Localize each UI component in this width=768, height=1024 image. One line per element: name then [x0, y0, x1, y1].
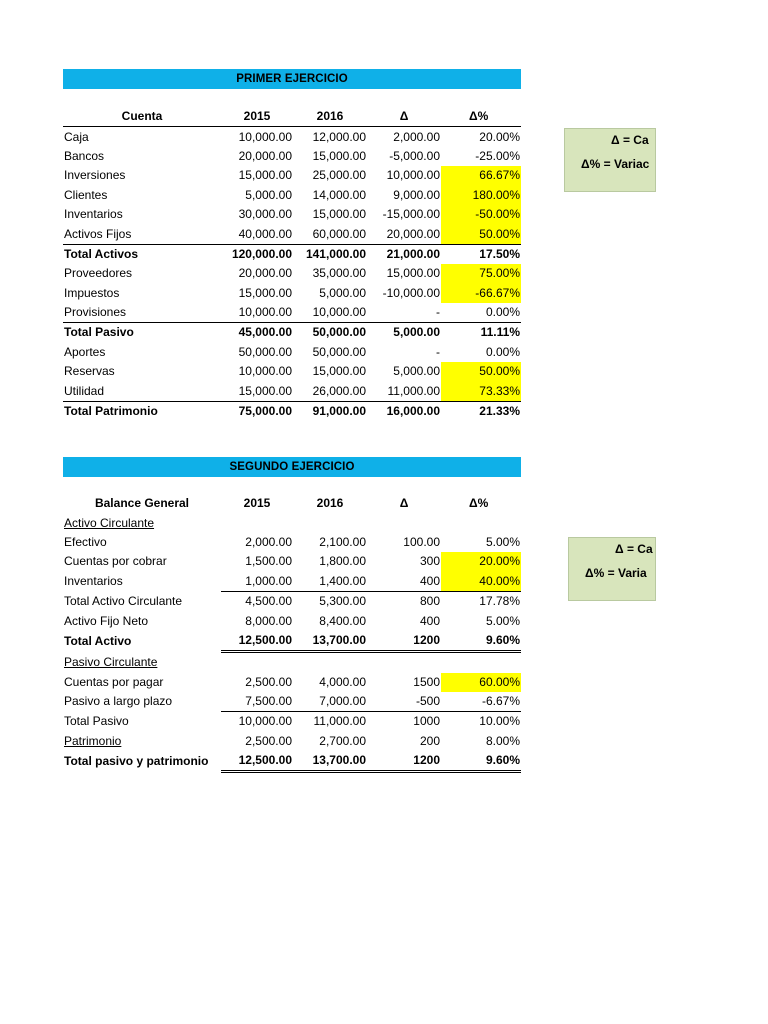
year-2015-cell: 1,000.00 — [245, 573, 292, 588]
table-row — [63, 631, 521, 652]
year-2015-cell: 120,000.00 — [221, 244, 293, 264]
delta-percent-cell: 5.00% — [485, 534, 520, 549]
account-label-cell: Efectivo — [64, 534, 107, 549]
year-2015-cell: 1,500.00 — [245, 554, 292, 569]
table-row — [63, 513, 521, 532]
year-2016-cell: 15,000.00 — [312, 364, 366, 379]
account-label-cell: Cuentas por pagar — [64, 674, 164, 689]
year-2015-cell: 2,500.00 — [245, 733, 292, 748]
delta-percent-cell: 20.00% — [441, 127, 521, 147]
balance-table — [63, 494, 521, 773]
account-label-cell: Total pasivo y patrimonio — [64, 754, 209, 769]
column-header: Cuenta — [121, 109, 163, 124]
account-label-cell: Caja — [63, 127, 221, 147]
delta-cell: 11,000.00 — [387, 383, 440, 398]
account-label-cell: Total Activo — [64, 633, 132, 648]
year-2016-cell: 2,100.00 — [319, 534, 366, 549]
account-label-cell: Total Pasivo — [64, 714, 129, 729]
delta-cell: 20,000.00 — [386, 226, 440, 241]
column-header: 2015 — [243, 109, 271, 124]
account-label-cell: Activo Fijo Neto — [64, 613, 149, 628]
table-row — [63, 264, 521, 283]
table-row — [63, 166, 521, 185]
account-label-cell: Impuestos — [64, 285, 120, 300]
year-2015-cell: 45,000.00 — [221, 323, 293, 343]
year-2016-cell: 8,400.00 — [319, 613, 366, 628]
account-label-cell: Patrimonio — [64, 733, 122, 748]
column-header: 2015 — [243, 496, 271, 511]
year-2015-cell: 4,500.00 — [221, 591, 293, 611]
account-label-cell: Inversiones — [64, 168, 126, 183]
delta-percent-cell: -50.00% — [441, 205, 521, 224]
table-row — [63, 552, 521, 571]
year-2016-cell: 25,000.00 — [312, 168, 366, 183]
note-line: Δ% = Variac — [581, 157, 650, 171]
year-2015-cell: 15,000.00 — [238, 285, 292, 300]
year-2015-cell: 40,000.00 — [238, 226, 292, 241]
year-2015-cell: 15,000.00 — [238, 383, 292, 398]
table-row — [63, 572, 521, 592]
delta-cell: 2,000.00 — [367, 127, 441, 147]
year-2016-cell: 91,000.00 — [293, 401, 367, 421]
delta-percent-cell: -66.67% — [441, 284, 521, 303]
delta-cell — [367, 513, 441, 532]
year-2016-cell: 5,300.00 — [293, 591, 367, 611]
delta-cell: 10,000.00 — [386, 168, 440, 183]
year-2016-cell — [293, 513, 367, 532]
table-row — [63, 673, 521, 692]
delta-percent-cell: 9.60% — [441, 631, 521, 652]
header-row — [63, 107, 521, 127]
account-label-cell: Reservas — [64, 364, 115, 379]
delta-cell: 15,000.00 — [386, 266, 440, 281]
table-row — [63, 712, 521, 732]
account-label-cell: Aportes — [64, 344, 106, 359]
table-row — [63, 732, 521, 751]
table-row — [63, 127, 521, 147]
delta-cell: 300 — [419, 554, 440, 569]
column-header: Δ% — [469, 109, 489, 124]
year-2016-cell: 26,000.00 — [312, 383, 366, 398]
account-label-cell: Activos Fijos — [64, 226, 132, 241]
delta-cell: -500 — [415, 694, 440, 709]
note-line: Δ% = Varia — [585, 566, 647, 580]
delta-cell: 5,000.00 — [393, 364, 440, 379]
table-row — [63, 591, 521, 611]
year-2015-cell: 20,000.00 — [238, 148, 292, 163]
year-2016-cell: 13,700.00 — [293, 751, 367, 772]
column-header: Balance General — [94, 496, 190, 511]
delta-cell: 1200 — [367, 751, 441, 772]
delta-percent-cell: 40.00% — [441, 572, 521, 592]
table-row — [63, 611, 521, 630]
delta-percent-cell: -6.67% — [481, 694, 520, 709]
table-row — [63, 343, 521, 362]
delta-percent-cell: 60.00% — [441, 673, 521, 692]
section-banner: PRIMER EJERCICIO — [63, 69, 521, 89]
account-label-cell: Inventarios — [64, 574, 123, 588]
account-label-cell: Activo Circulante — [64, 515, 155, 530]
delta-cell: - — [436, 344, 440, 359]
account-label-cell: Inventarios — [64, 207, 123, 222]
header-row — [63, 494, 521, 513]
delta-cell: 5,000.00 — [367, 323, 441, 343]
year-2015-cell: 10,000.00 — [221, 712, 293, 732]
table-row — [63, 533, 521, 552]
delta-cell: 1200 — [367, 631, 441, 652]
delta-cell: 100.00 — [403, 534, 440, 549]
delta-cell: 800 — [367, 591, 441, 611]
table-row — [63, 362, 521, 381]
delta-cell: - — [436, 305, 440, 320]
delta-percent-cell — [441, 513, 521, 532]
delta-percent-cell: 11.11% — [441, 323, 521, 343]
delta-cell: 200 — [419, 733, 440, 748]
year-2016-cell: 7,000.00 — [319, 694, 366, 709]
year-2016-cell: 1,400.00 — [319, 573, 366, 588]
table-row — [63, 381, 521, 401]
delta-percent-cell — [441, 652, 521, 673]
year-2016-cell: 14,000.00 — [312, 187, 366, 202]
account-label-cell: Total Pasivo — [63, 323, 221, 343]
year-2016-cell: 2,700.00 — [319, 733, 366, 748]
year-2015-cell: 30,000.00 — [238, 207, 292, 222]
table-row — [63, 401, 521, 421]
delta-cell: 400 — [419, 613, 440, 628]
table-row — [63, 244, 521, 264]
table-row — [63, 323, 521, 343]
column-header: Δ% — [469, 496, 489, 511]
year-2015-cell: 75,000.00 — [221, 401, 293, 421]
delta-percent-cell: 50.00% — [441, 224, 521, 244]
note-line: Δ = Ca — [611, 133, 649, 147]
delta-percent-cell: 17.78% — [441, 591, 521, 611]
account-label-cell: Provisiones — [64, 305, 127, 320]
delta-percent-cell: 5.00% — [485, 613, 520, 628]
year-2015-cell: 10,000.00 — [238, 305, 292, 320]
table-row — [63, 186, 521, 205]
delta-percent-cell: 66.67% — [441, 166, 521, 185]
table-row — [63, 205, 521, 224]
formula-note — [568, 537, 656, 601]
table-row — [63, 303, 521, 323]
delta-percent-cell: 73.33% — [441, 381, 521, 401]
year-2016-cell: 50,000.00 — [293, 323, 367, 343]
formula-note — [564, 128, 656, 192]
year-2015-cell: 15,000.00 — [238, 168, 292, 183]
year-2016-cell: 5,000.00 — [319, 285, 366, 300]
delta-percent-cell: 17.50% — [441, 244, 521, 264]
balance-table — [63, 107, 521, 421]
year-2015-cell: 10,000.00 — [238, 364, 292, 379]
account-label-cell: Total Patrimonio — [63, 401, 221, 421]
account-label-cell: Bancos — [64, 148, 105, 163]
year-2015-cell: 50,000.00 — [238, 344, 292, 359]
column-header: Δ — [399, 109, 409, 124]
delta-cell: 9,000.00 — [393, 187, 440, 202]
year-2015-cell: 12,500.00 — [221, 631, 293, 652]
year-2016-cell: 4,000.00 — [319, 674, 366, 689]
account-label-cell: Pasivo Circulante — [64, 654, 158, 669]
delta-percent-cell: 21.33% — [441, 401, 521, 421]
delta-cell: -5,000.00 — [389, 148, 440, 163]
delta-percent-cell: 50.00% — [441, 362, 521, 381]
table-row — [63, 652, 521, 673]
table-row — [63, 284, 521, 303]
year-2016-cell: 11,000.00 — [293, 712, 367, 732]
table-row — [63, 751, 521, 772]
delta-percent-cell: 9.60% — [441, 751, 521, 772]
table-row — [63, 224, 521, 244]
delta-cell: 400 — [419, 573, 440, 588]
year-2016-cell: 35,000.00 — [312, 266, 366, 281]
year-2016-cell: 10,000.00 — [312, 305, 366, 320]
account-label-cell: Utilidad — [64, 383, 105, 398]
year-2015-cell: 2,000.00 — [245, 534, 292, 549]
year-2016-cell: 50,000.00 — [312, 344, 366, 359]
year-2015-cell: 10,000.00 — [221, 127, 293, 147]
account-label-cell: Proveedores — [64, 266, 133, 281]
delta-cell: -10,000.00 — [382, 285, 440, 300]
year-2016-cell: 141,000.00 — [293, 244, 367, 264]
column-header: 2016 — [316, 496, 344, 511]
year-2016-cell: 15,000.00 — [312, 207, 366, 222]
delta-cell: 1000 — [367, 712, 441, 732]
year-2015-cell: 8,000.00 — [245, 613, 292, 628]
year-2015-cell: 5,000.00 — [245, 187, 292, 202]
year-2016-cell: 13,700.00 — [293, 631, 367, 652]
delta-cell — [367, 652, 441, 673]
delta-percent-cell: 180.00% — [441, 186, 521, 205]
year-2016-cell: 15,000.00 — [312, 148, 366, 163]
delta-cell: 1500 — [413, 674, 440, 689]
account-label-cell: Cuentas por cobrar — [64, 554, 167, 569]
table-row — [63, 692, 521, 712]
note-line: Δ = Ca — [615, 542, 653, 556]
year-2016-cell: 60,000.00 — [312, 226, 366, 241]
year-2016-cell: 1,800.00 — [319, 554, 366, 569]
delta-percent-cell: 20.00% — [441, 552, 521, 571]
delta-cell: 21,000.00 — [367, 244, 441, 264]
delta-percent-cell: 75.00% — [441, 264, 521, 283]
year-2015-cell — [221, 513, 293, 532]
account-label-cell: Total Activo Circulante — [64, 593, 183, 608]
table-row — [63, 147, 521, 166]
year-2015-cell: 2,500.00 — [245, 674, 292, 689]
delta-cell: -15,000.00 — [382, 207, 440, 222]
account-label-cell: Total Activos — [63, 244, 221, 264]
delta-percent-cell: 0.00% — [485, 305, 520, 320]
delta-percent-cell: 0.00% — [485, 344, 520, 359]
year-2016-cell: 12,000.00 — [293, 127, 367, 147]
delta-percent-cell: -25.00% — [475, 148, 520, 163]
delta-percent-cell: 10.00% — [441, 712, 521, 732]
year-2016-cell — [293, 652, 367, 673]
year-2015-cell: 12,500.00 — [221, 751, 293, 772]
delta-cell: 16,000.00 — [367, 401, 441, 421]
year-2015-cell: 20,000.00 — [238, 266, 292, 281]
section-banner: SEGUNDO EJERCICIO — [63, 457, 521, 477]
account-label-cell: Pasivo a largo plazo — [64, 694, 173, 709]
delta-percent-cell: 8.00% — [485, 733, 520, 748]
column-header: Δ — [399, 496, 409, 511]
column-header: 2016 — [316, 109, 344, 124]
year-2015-cell: 7,500.00 — [245, 694, 292, 709]
account-label-cell: Clientes — [64, 187, 108, 202]
year-2015-cell — [221, 652, 293, 673]
